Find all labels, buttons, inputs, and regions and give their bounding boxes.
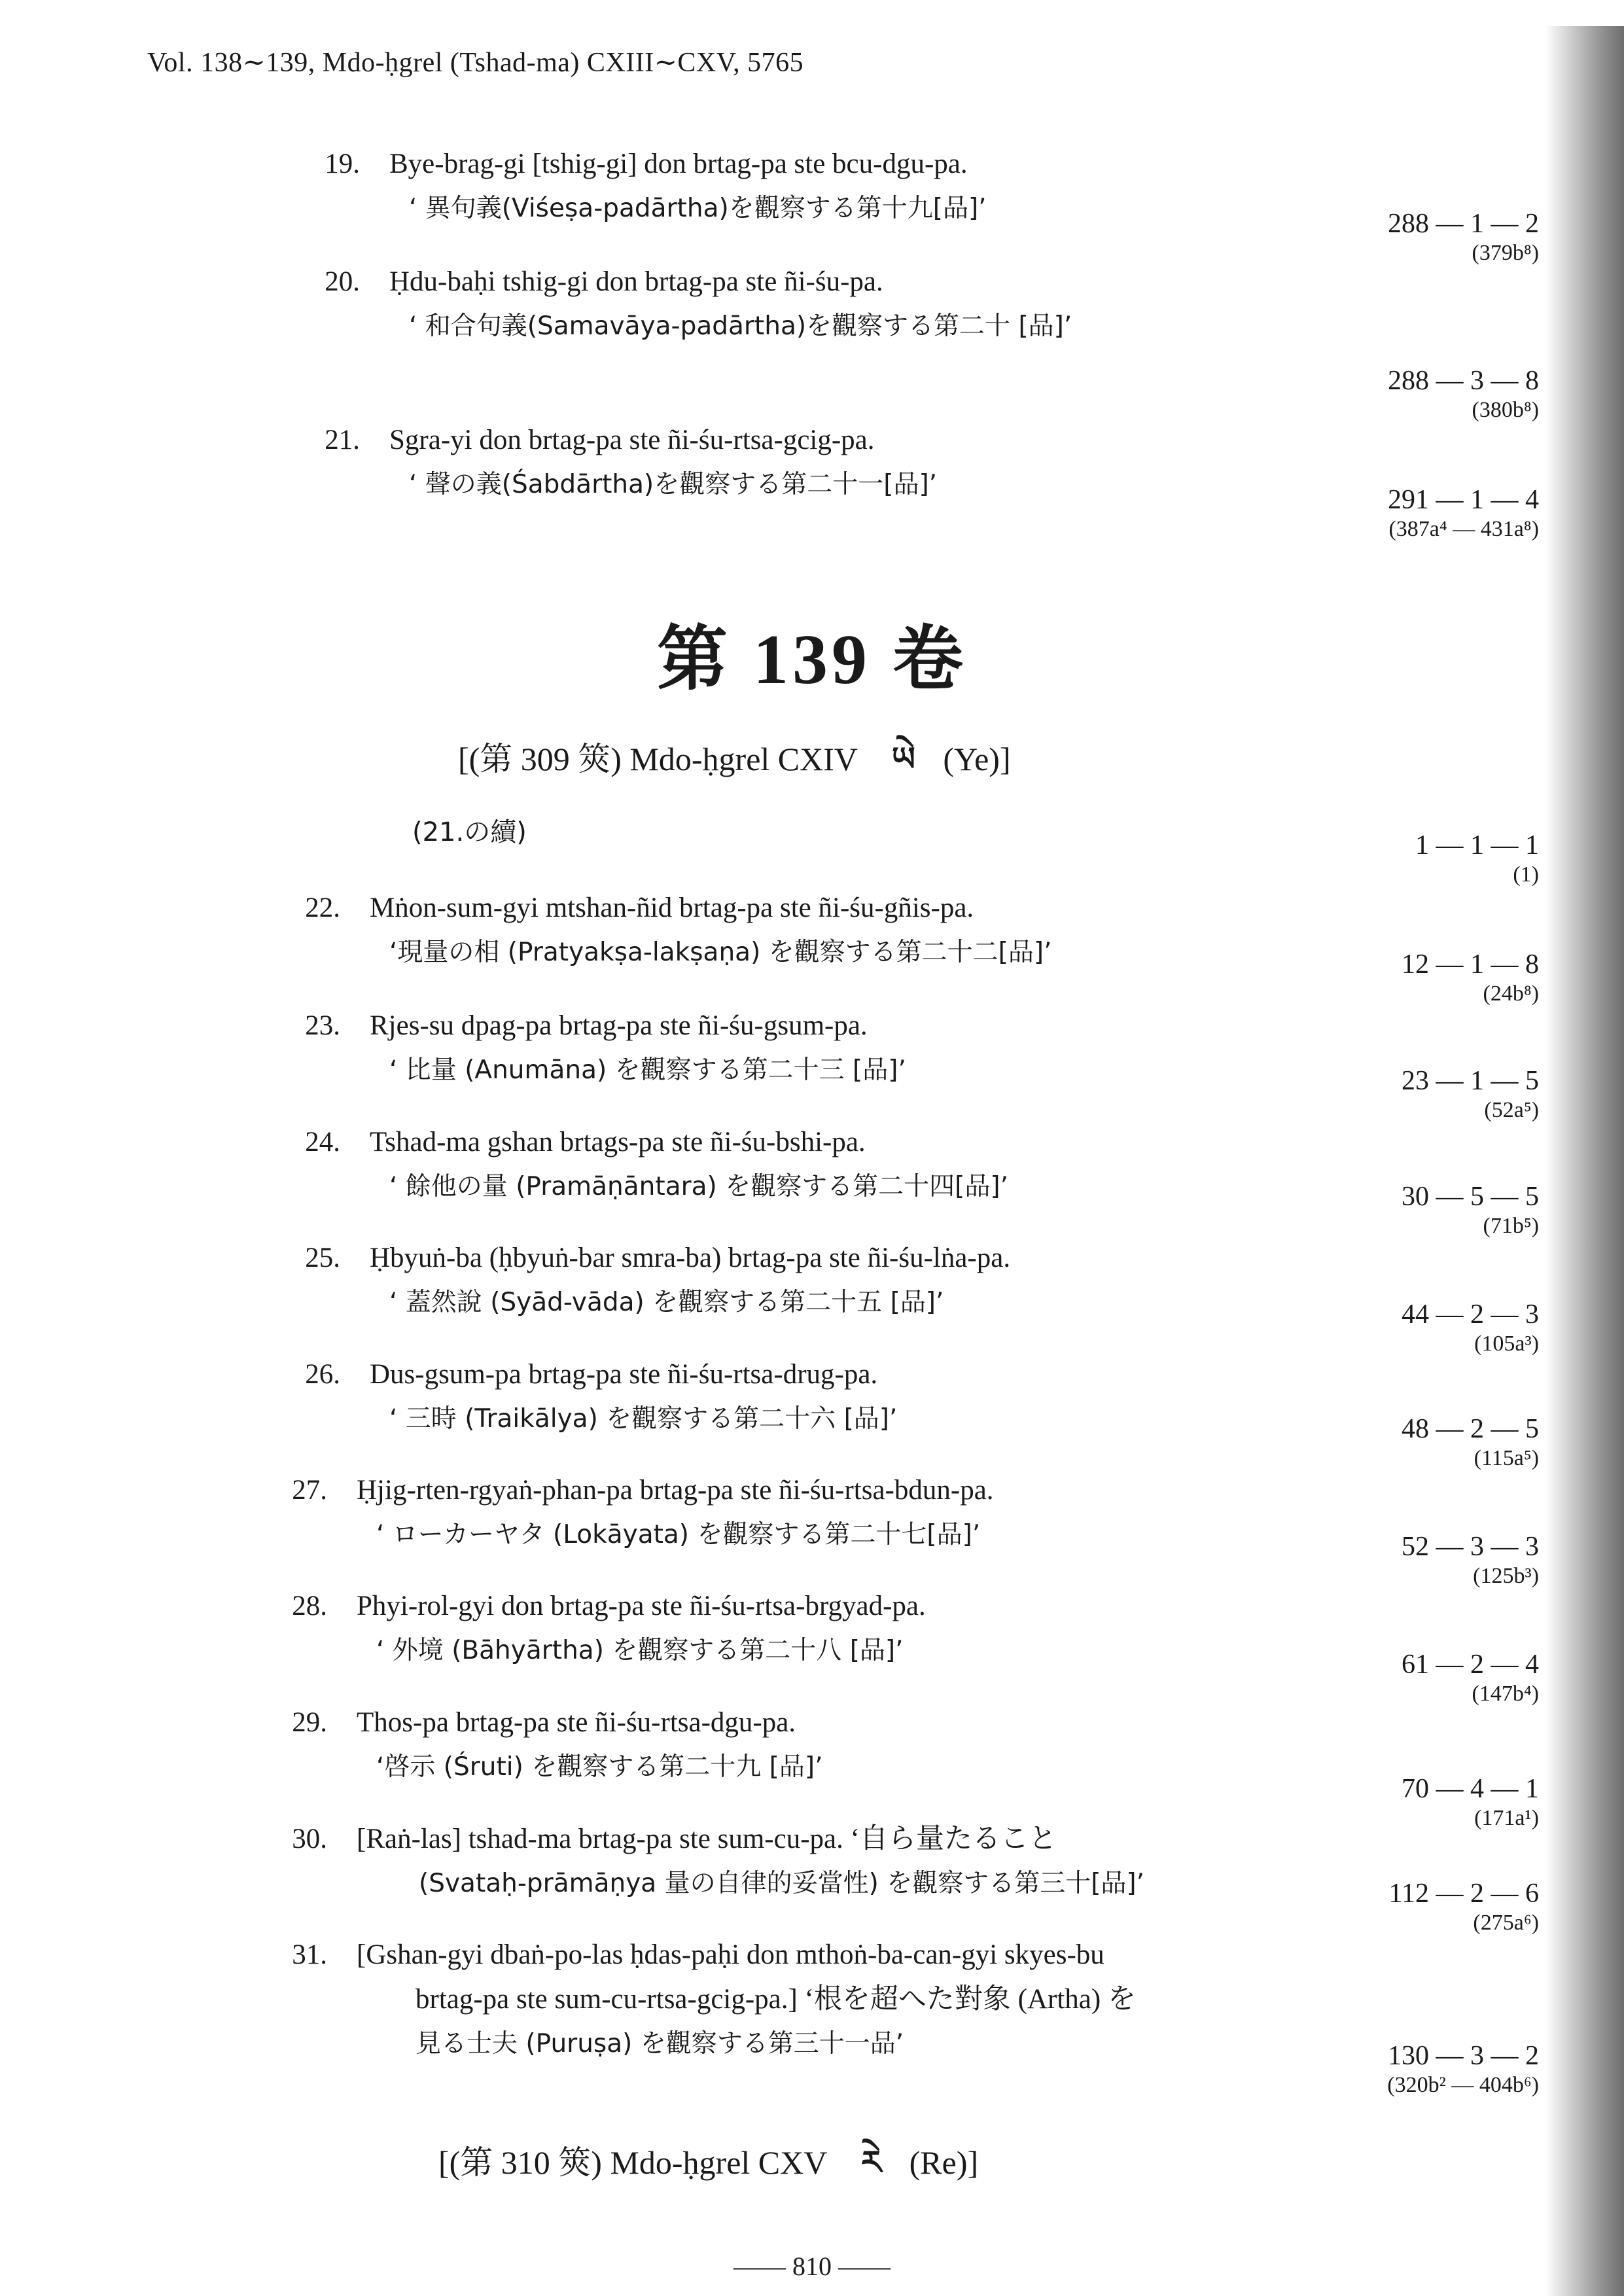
entry-tibetan-title: Phyi-rol-gyi don brtag-pa ste ñi-śu-rtsa-brgyad-pa.	[357, 1591, 926, 1621]
page-reference	[1387, 2040, 1539, 2098]
section-heading-label: [(第 310 筴) Mdo-ḥgrel CXV	[438, 2144, 827, 2181]
page-reference	[1388, 208, 1539, 266]
entry-number: 26.	[305, 1359, 340, 1390]
entry-number: 27.	[292, 1475, 327, 1506]
page-reference	[1402, 1413, 1539, 1471]
reference-value: 112 — 2 — 6	[1388, 1879, 1539, 1909]
page-reference	[1402, 1181, 1539, 1239]
entry-tibetan-title: [Raṅ-las] tshad-ma brtag-pa ste sum-cu-pa. ‘自ら量たること	[357, 1824, 1057, 1854]
entry-tibetan-title: Ḥjig-rten-rgyaṅ-phan-pa brtag-pa ste ñi-śu-rtsa-bdun-pa.	[357, 1475, 994, 1506]
entry-tibetan-title: [Gshan-gyi dbaṅ-po-las ḥdas-paḥi don mthoṅ-ba-can-gyi skyes-bu	[357, 1939, 1104, 1970]
entry-number: 24.	[305, 1127, 340, 1157]
entry-number: 20.	[325, 266, 360, 297]
reference-folio: (52a⁵)	[1484, 1098, 1539, 1122]
entry-japanese-title: ‘ 蓋然說 (Syād-vāda) を觀察する第二十五 [品]’	[389, 1288, 944, 1317]
reference-value: 30 — 5 — 5	[1402, 1182, 1539, 1212]
page-reference	[1402, 949, 1539, 1006]
reference-value: 291 — 1 — 4	[1388, 485, 1539, 515]
reference-value: 44 — 2 — 3	[1402, 1299, 1539, 1330]
reference-value: 130 — 3 — 2	[1388, 2041, 1539, 2071]
entry-japanese-title: ‘ 外境 (Bāhyārtha) を觀察する第二十八 [品]’	[376, 1636, 904, 1665]
tibetan-volume-letter: རེ	[860, 2144, 882, 2181]
entry-japanese-title: ‘ 三時 (Traikālya) を觀察する第二十六 [品]’	[389, 1404, 898, 1434]
entry-number: 25.	[305, 1243, 340, 1273]
entry-japanese-title: ‘ 比量 (Anumāna) を觀察する第二十三 [品]’	[389, 1055, 906, 1085]
reference-folio: (1)	[1513, 862, 1539, 887]
tibetan-volume-letter: ཡེ	[891, 741, 915, 777]
entry-number: 23.	[305, 1010, 340, 1041]
reference-value: 70 — 4 — 1	[1402, 1774, 1539, 1804]
section-heading-label: [(第 309 筴) Mdo-ḥgrel CXIV	[458, 741, 858, 777]
page-reference	[1402, 1531, 1539, 1589]
page-reference	[1415, 830, 1539, 887]
section-heading-romanized: (Ye)]	[943, 741, 1011, 777]
reference-folio: (147b⁴)	[1472, 1682, 1539, 1706]
continuation-note: (21.の續)	[412, 817, 527, 847]
entry-tibetan-title: Ḥbyuṅ-ba (ḥbyuṅ-bar smra-ba) brtag-pa ste ñi-śu-lṅa-pa.	[370, 1243, 1011, 1273]
page-number: —— 810 ——	[733, 2252, 891, 2281]
page-reference	[1389, 1878, 1539, 1935]
reference-folio: (125b³)	[1473, 1564, 1539, 1588]
entry-tibetan-title: Sgra-yi don brtag-pa ste ñi-śu-rtsa-gcig-pa.	[389, 425, 875, 455]
reference-folio: (275a⁶)	[1473, 1911, 1539, 1935]
entry-japanese-title: 見る士夫 (Puruṣa) を觀察する第三十一品’	[415, 2029, 904, 2058]
page-edge-shadow	[1545, 26, 1624, 2296]
entry-japanese-title: ‘啓示 (Śruti) を觀察する第二十九 [品]’	[376, 1752, 823, 1782]
page-reference	[1388, 365, 1539, 423]
entry-tibetan-title: Bye-brag-gi [tshig-gi] don brtag-pa ste bcu-dgu-pa.	[389, 149, 968, 179]
entry-tibetan-title: Tshad-ma gshan brtags-pa ste ñi-śu-bshi-pa.	[370, 1127, 866, 1157]
entry-japanese-title: ‘ 聲の義(Śabdārtha)を觀察する第二十一[品]’	[409, 470, 938, 499]
page-reference	[1402, 1773, 1539, 1831]
section-heading-romanized: (Re)]	[909, 2144, 979, 2181]
reference-folio: (171a¹)	[1474, 1806, 1539, 1830]
entry-japanese-title: (Svataḥ-prāmāṇya 量の自律的妥當性) を觀察する第三十[品]’	[419, 1869, 1145, 1898]
page-reference	[1402, 1065, 1539, 1123]
page-reference	[1388, 484, 1539, 542]
reference-folio: (24b⁸)	[1483, 981, 1539, 1006]
reference-value: 61 — 2 — 4	[1402, 1650, 1539, 1680]
reference-folio: (379b⁸)	[1472, 241, 1539, 265]
reference-folio: (71b⁵)	[1483, 1214, 1539, 1238]
reference-folio: (115a⁵)	[1474, 1446, 1539, 1470]
running-header: Vol. 138∼139, Mdo-ḥgrel (Tshad-ma) CXIII∼CXV, 5765	[147, 48, 804, 78]
entry-number: 29.	[292, 1707, 327, 1738]
entry-japanese-title: ‘ 餘他の量 (Pramāṇāntara) を觀察する第二十四[品]’	[389, 1172, 1008, 1201]
reference-value: 288 — 1 — 2	[1388, 209, 1539, 239]
entry-japanese-title: ‘ 異句義(Viśeṣa-padārtha)を觀察する第十九[品]’	[409, 194, 987, 223]
entry-number: 22.	[305, 892, 340, 923]
entry-number: 31.	[292, 1939, 327, 1970]
entry-tibetan-title: Rjes-su dpag-pa brtag-pa ste ñi-śu-gsum-pa.	[370, 1010, 868, 1041]
entry-number: 30.	[292, 1824, 327, 1854]
entry-number: 21.	[325, 425, 360, 455]
entry-number: 19.	[325, 149, 360, 179]
entry-japanese-title: ‘ ローカーヤタ (Lokāyata) を觀察する第二十七[品]’	[376, 1520, 981, 1549]
entry-tibetan-title-continued: brtag-pa ste sum-cu-rtsa-gcig-pa.] ‘根を超へた對象 (Artha) を	[415, 1984, 1136, 2015]
volume-title: 第 139 卷	[656, 621, 967, 699]
entry-tibetan-title: Ḥdu-baḥi tshig-gi don brtag-pa ste ñi-śu-pa.	[389, 266, 883, 297]
reference-value: 1 — 1 — 1	[1415, 830, 1539, 860]
reference-folio: (387a⁴ — 431a⁸)	[1388, 517, 1539, 541]
entry-number: 28.	[292, 1591, 327, 1621]
section-heading	[438, 2127, 978, 2218]
reference-value: 52 — 3 — 3	[1402, 1532, 1539, 1562]
page-reference	[1402, 1299, 1539, 1356]
entry-tibetan-title: Thos-pa brtag-pa ste ñi-śu-rtsa-dgu-pa.	[357, 1707, 796, 1738]
section-heading	[458, 723, 1011, 815]
entry-tibetan-title: Mṅon-sum-gyi mtshan-ñid brtag-pa ste ñi-śu-gñis-pa.	[370, 892, 974, 923]
entry-japanese-title: ‘現量の相 (Pratyakṣa-lakṣaṇa) を觀察する第二十二[品]’	[389, 938, 1052, 967]
page-reference	[1402, 1649, 1539, 1706]
entry-tibetan-title: Dus-gsum-pa brtag-pa ste ñi-śu-rtsa-drug-pa.	[370, 1359, 878, 1390]
reference-value: 288 — 3 — 8	[1388, 366, 1539, 396]
reference-value: 12 — 1 — 8	[1402, 949, 1539, 980]
reference-folio: (320b² — 404b⁶)	[1387, 2073, 1539, 2097]
reference-value: 23 — 1 — 5	[1402, 1066, 1539, 1096]
reference-value: 48 — 2 — 5	[1402, 1414, 1539, 1444]
entry-japanese-title: ‘ 和合句義(Samavāya-padārtha)を觀察する第二十 [品]’	[409, 311, 1072, 341]
reference-folio: (380b⁸)	[1472, 398, 1539, 422]
reference-folio: (105a³)	[1474, 1332, 1539, 1356]
